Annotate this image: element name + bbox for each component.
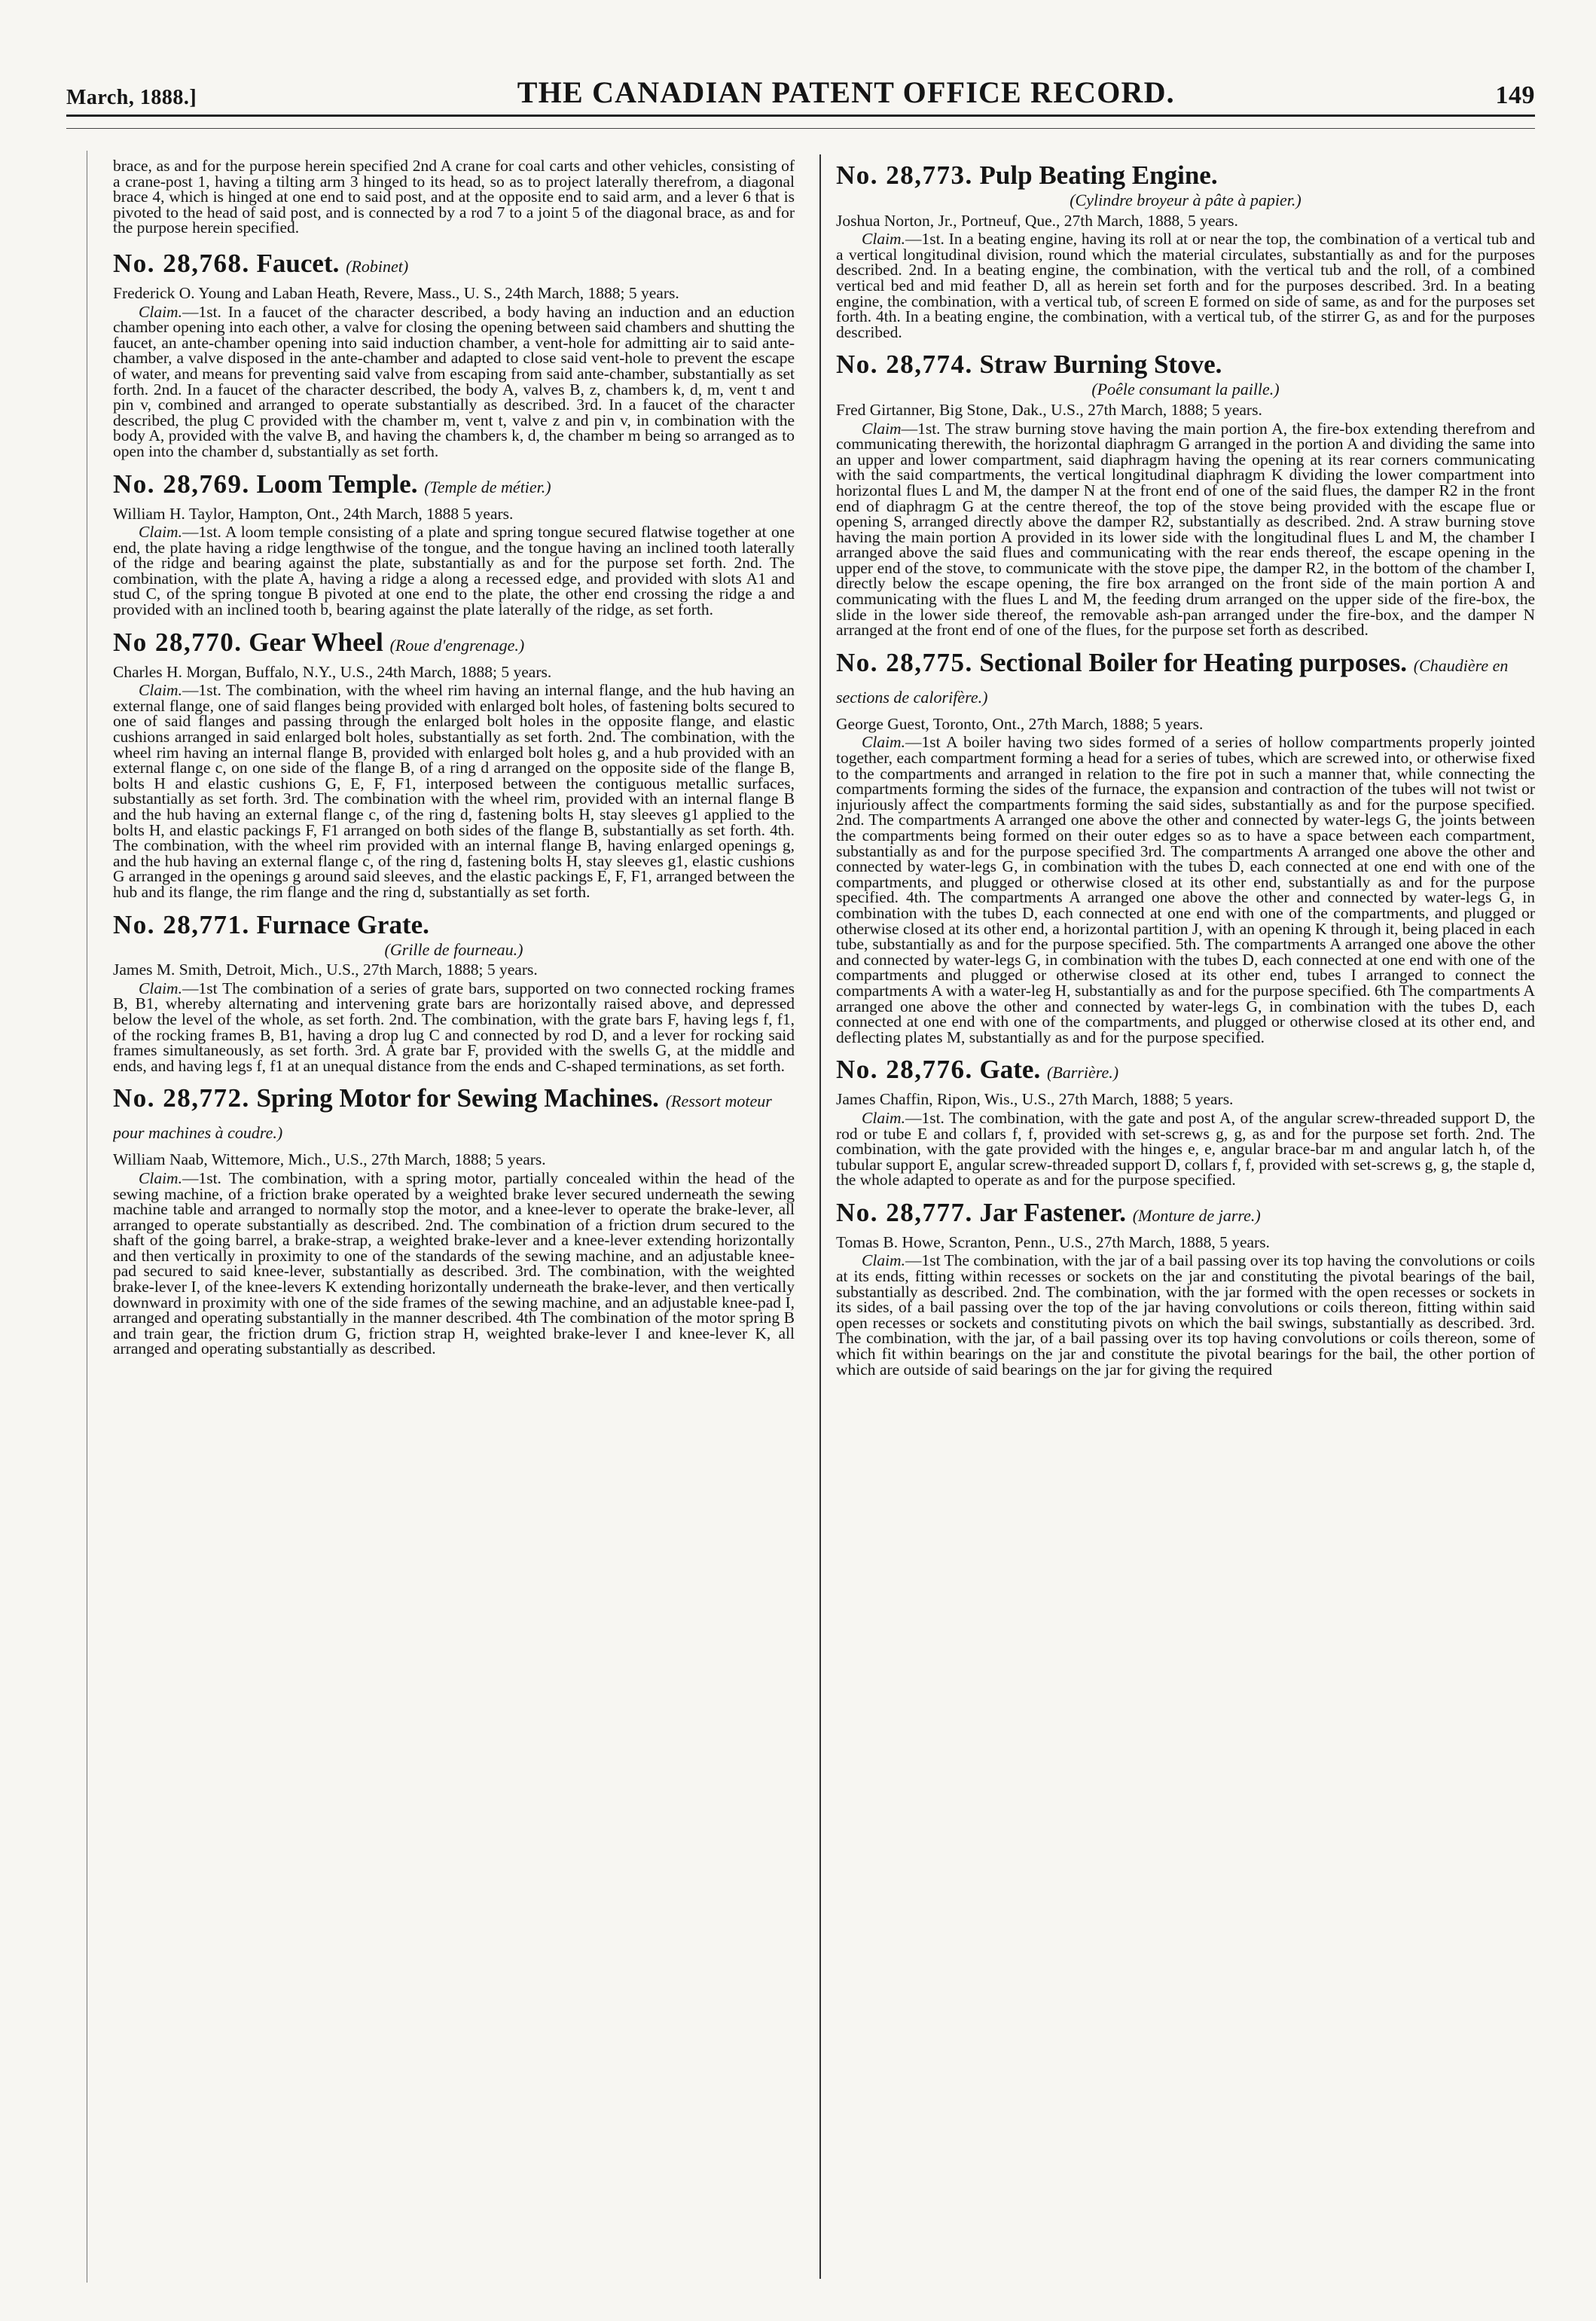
patent-claim bbox=[113, 524, 795, 618]
patent-title: Straw Burning Stove. bbox=[979, 350, 1222, 380]
claim-text: —1st. A loom temple consisting of a plate and spring tongue secured flatwise together at one end, the plate having a ridge lengthwise of the tongue, and the tongue having an inclined tooth laterally of the ridge and bearing against the plate, substantially as and for the purpose set forth. 2nd. The combination, with the plate A, having a ridge a along a recessed edge, and provided with slots A1 and stud C, of the spring tongue B pivoted at one end to the plate, the other end crossing the ridge a and provided with an inclined tooth b, bearing against the plate laterally of the ridge, as set forth. bbox=[113, 523, 795, 619]
patent-heading bbox=[836, 1199, 1535, 1230]
patent-french-title: (Grille de fourneau.) bbox=[384, 939, 523, 959]
patent-inventor: Charles H. Morgan, Buffalo, N.Y., U.S., 24th March, 1888; 5 years. bbox=[113, 662, 552, 681]
header-rule-thin bbox=[66, 128, 1535, 129]
patent-number: No. 28,776. bbox=[836, 1055, 973, 1085]
patent-claim bbox=[113, 1168, 795, 1358]
patent-inventor: Frederick O. Young and Laban Heath, Revere, Mass., U. S., 24th March, 1888; 5 years. bbox=[113, 283, 679, 302]
claim-label: Claim. bbox=[139, 681, 182, 700]
patent-title: Sectional Boiler for Heating purposes. bbox=[979, 647, 1407, 677]
patent-entry bbox=[113, 628, 795, 900]
claim-label: Claim. bbox=[862, 230, 905, 249]
patent-inventor: William Naab, Wittemore, Mich., U.S., 27th March, 1888; 5 years. bbox=[113, 1150, 546, 1169]
patent-inventor: Joshua Norton, Jr., Portneuf, Que., 27th March, 1888, 5 years. bbox=[836, 211, 1238, 230]
header-rule bbox=[66, 115, 1535, 117]
patent-entry bbox=[836, 649, 1535, 1045]
patent-heading bbox=[113, 911, 795, 939]
patent-number: No. 28,774. bbox=[836, 350, 973, 380]
claim-label: Claim. bbox=[139, 1168, 182, 1187]
claim-label: Claim bbox=[862, 419, 902, 438]
patent-claim bbox=[836, 1253, 1535, 1377]
claim-label: Claim. bbox=[139, 979, 182, 997]
patent-french-title: (Chaudière en sections de calorifère.) bbox=[836, 655, 1509, 707]
claim-text: —1st. The combination, with the gate and post A, of the angular screw-threaded support D, the rod or tube E and collars f, f, provided with set-screws g, g, as and for the purpose set forth. 2nd. The combination, with the gate provided with the hinges e, e, angular brace-bar m and angular latch h, of the tubular support E, angular screw-threaded support D, collars f, f, provided with set-screws g, g, the staple d, the whole adapted to operate as and for the purpose specified. bbox=[836, 1108, 1535, 1190]
patent-entry bbox=[113, 470, 795, 618]
patent-claim bbox=[836, 1110, 1535, 1188]
claim-text: —1st. The combination, with a spring motor, partially concealed within the head of the sewing machine, of a friction brake operated by a weighted brake lever secured underneath the sewing machine table and arranged to normally stop the motor, and a knee-lever to operate the brake-lever, all arranged to operate substantially as described. 2nd. The combination of a friction drum secured to the shaft of the going barrel, a brake-strap, a weighted brake-lever and a knee-lever extending horizontally and then vertically in proximity to one of the standards of the sewing machine, and an adjustable knee-pad secured to said knee-lever, substantially as described. 3rd. The combination, with the weighted brake-lever I, of the knee-levers K extending horizontally underneath the brake-lever, and then vertically downward in proximity with one of the side frames of the sewing machine, and an adjustable knee-pad I, arranged and operating substantially in the manner described. 4th The combination of the motor spring B and train gear, the friction drum G, friction strap H, weighted brake-lever I and knee-lever K, all arranged and operating substantially as described. bbox=[113, 1168, 795, 1358]
patent-claim bbox=[836, 421, 1535, 638]
patent-title: Gate. bbox=[979, 1055, 1041, 1085]
claim-text: —1st. The straw burning stove having the main portion A, the fire-box extending therefrom and communicating therewith, the horizontal diaphragm G arranged in the portion A and dividing the same into an upper and lower compartment, said diaphragm having the opening at its rear corners communicating with the said compartments, the vertical longitudinal diaphragm K dividing the lower compartment into horizontal flues L and M, the damper N at the front end of one of the said flues, the damper R2 in the front end of diaphragm G at the centre thereof, the top of the stove being provided with the escape flue or opening S, arranged directly above the damper R2, substantially as described. 2nd. A straw burning stove having the main portion A provided in its lower side with the longitudinal flues L and M, the chamber I arranged above the said flues and communicating with the rear ends thereof, the escape opening in the upper end of the stove, to communicate with the stove pipe, the damper R2, in the bottom of the chamber I, directly below the escape opening, the fire box arranged on the front side of the main portion A and communicating with the flues L and M, the feeding drum arranged on the upper side of the fire-box, the slide in the lower side thereof, the removable ash-pan arranged under the fire-box, and the damper N arranged at the front end of one of the flues, for the purpose set forth as described. bbox=[836, 419, 1535, 640]
patent-entry bbox=[113, 911, 795, 1074]
patent-number: No. 28,773. bbox=[836, 160, 973, 190]
patent-number: No. 28,771. bbox=[113, 909, 250, 939]
patent-claim bbox=[113, 304, 795, 460]
page-number: 149 bbox=[1495, 81, 1535, 109]
patent-french-title: (Barrière.) bbox=[1046, 1063, 1119, 1083]
patent-inventor: James M. Smith, Detroit, Mich., U.S., 27th March, 1888; 5 years. bbox=[113, 960, 538, 979]
patent-inventor: William H. Taylor, Hampton, Ont., 24th March, 1888 5 years. bbox=[113, 504, 514, 523]
claim-label: Claim. bbox=[862, 1108, 905, 1127]
patent-number: No. 28,768. bbox=[113, 248, 250, 278]
claim-text: —1st The combination of a series of grate bars, supported on two connected rocking frames B, B1, whereby alternating and intervening grate bars are horizontally raised above, and depressed below the level of the whole, as set forth. 2nd. The combination, with the grate bars F, having legs f, f1, of the rocking frames B, B1, having a drop lug C and connected by rod D, and a lever for rocking said frames simultaneously, as set forth. 3rd. A grate bar F, provided with the swells G, at the middle and ends, and having legs f, f1 at an unequal distance from the ends and C-shaped terminations, as set forth. bbox=[113, 979, 795, 1075]
patent-number: No. 28,769. bbox=[113, 469, 250, 499]
patent-heading bbox=[836, 350, 1535, 379]
patent-french-title: (Temple de métier.) bbox=[424, 477, 551, 496]
patent-claim bbox=[836, 231, 1535, 340]
patent-entry bbox=[113, 1084, 795, 1357]
patent-title: Faucet. bbox=[256, 248, 340, 278]
patent-heading bbox=[113, 470, 795, 502]
patent-entry bbox=[836, 1199, 1535, 1377]
continuation-text: brace, as and for the purpose herein specified 2nd A crane for coal carts and other vehicles, consisting of a crane-post 1, having a tilting arm 3 hinged to its head, so as to project laterally therefrom, a diagonal brace 4, which is hinged at one end to said post, and at the opposite end to said arm, and a lever 6 that is pivoted to the head of said post, and is connected by a rod 7 to a joint 5 of the diagonal brace, as and for the purpose herein specified. bbox=[113, 158, 795, 237]
patent-entry bbox=[836, 161, 1535, 340]
right-column bbox=[836, 158, 1535, 2283]
patent-title: Pulp Beating Engine. bbox=[979, 160, 1218, 190]
patent-number: No 28,770. bbox=[113, 627, 243, 657]
patent-inventor: Fred Girtanner, Big Stone, Dak., U.S., 27th March, 1888; 5 years. bbox=[836, 400, 1262, 419]
page-header bbox=[66, 72, 1535, 110]
claim-label: Claim. bbox=[862, 1251, 905, 1270]
patent-claim bbox=[836, 734, 1535, 1045]
patent-title: Jar Fastener. bbox=[979, 1197, 1126, 1227]
patent-french-title: (Roue d'engrenage.) bbox=[389, 635, 525, 655]
claim-text: —1st. In a beating engine, having its roll at or near the top, the combination of a vertical tub and a vertical longitudinal division, round which the material circulates, substantially as and for the purposes described. 2nd. In a beating engine, the combination, with the vertical tub and the roll, of a combined vertical bed and mid feather D, all as herein set forth and for the purposes described. 3rd. In a beating engine, the combination, with a vertical tub, of screen E formed on side of same, as and for the purposes set forth. 4th. In a beating engine, the combination, with a vertical tub, of the stirrer G, as and for the purposes described. bbox=[836, 230, 1535, 341]
claim-label: Claim. bbox=[862, 733, 905, 752]
patent-title: Loom Temple. bbox=[256, 469, 418, 499]
patent-heading bbox=[836, 1055, 1535, 1087]
patent-heading bbox=[113, 249, 795, 281]
patent-number: No. 28,772. bbox=[113, 1083, 250, 1113]
left-column bbox=[113, 158, 795, 2283]
patent-french-title: (Poêle consumant la paille.) bbox=[1091, 380, 1280, 399]
column-divider bbox=[819, 154, 821, 2279]
patent-title: Spring Motor for Sewing Machines. bbox=[256, 1083, 659, 1113]
patent-heading bbox=[113, 1084, 795, 1147]
patent-inventor: George Guest, Toronto, Ont., 27th March, 1888; 5 years. bbox=[836, 714, 1204, 733]
patent-french-title: (Monture de jarre.) bbox=[1132, 1205, 1261, 1225]
header-title: THE CANADIAN PATENT OFFICE RECORD. bbox=[517, 75, 1175, 109]
patent-heading bbox=[113, 628, 795, 660]
header-date: March, 1888.] bbox=[66, 86, 197, 109]
patent-number: No. 28,775. bbox=[836, 647, 973, 677]
patent-title: Gear Wheel bbox=[249, 627, 383, 657]
patent-number: No. 28,777. bbox=[836, 1197, 973, 1227]
patent-title: Furnace Grate. bbox=[256, 909, 429, 939]
claim-text: —1st. In a faucet of the character described, a body having an induction and an eduction chamber opening into each other, a valve for closing the opening between said chambers and shutting the faucet, an ante-chamber opening into said induction chamber, a vent-hole for admitting air to said ante-chamber, a valve disposed in the ante-chamber and adapted to close said vent-hole to prevent the escape of water, and means for preventing said valve from escaping from said ante-chamber, substantially as set forth. 2nd. In a faucet of the character described, the body A, valves B, z, chambers k, d, m, vent t and pin v, combined and arranged to operate substantially as described. 3rd. In a faucet of the character described, the plug C provided with the chamber m, vent t, valve z and pin v, in combination with the body A, provided with the valve B, and having the chambers k, d, the chamber m being so arranged as to open into the chamber d, substantially as set forth. bbox=[113, 302, 795, 460]
patent-entry bbox=[113, 249, 795, 460]
patent-heading bbox=[836, 161, 1535, 190]
patent-entry bbox=[836, 1055, 1535, 1188]
claim-text: —1st A boiler having two sides formed of a series of hollow compartments properly jointed together, each compartment forming a head for a series of tubes, which are screwed into, or otherwise fixed to the compartments and arranged in relation to the fire pot in such a manner that, while connecting the compartments forming the sides of the furnace, the expansion and contraction of the tubes will not twist or injuriously affect the compartments forming the said sides, substantially as and for the purpose specified. 2nd. The compartments A arranged one above the other and connected by water-legs G, the joints between the compartments being formed on their outer edges so as to have a space between each compartment, substantially as and for the purpose specified 3rd. The compartments A arranged one above the other and connected by water-legs G, in combination with the tubes D, each connected at one end with one of the compartments, and plugged or otherwise closed at its other end, substantially as and for the purpose specified. 4th. The compartments A arranged one above the other and connected by water-legs G, in combination with the tubes D, each connected at one end with one of the compartments, and plugged or otherwise closed at its other end, a horizontal partition J, with an opening K through it, being placed in each tube, substantially as and for the purpose specified. 5th. The compartments A arranged one above the other and connected by water-legs G, in combination with the tubes D, each connected at one end with one of the compartments and plugged or otherwise closed at its other end, tubes I arranged to connect the compartments A with a water-leg H, substantially as and for the purpose specified. 6th The compartments A arranged one above the other and connected by water-legs G, in combination with the tubes D, each connected at one end with one of the compartments, and plugged or otherwise closed at its other end, and deflecting plates M, substantially as and for the purpose specified. bbox=[836, 733, 1535, 1046]
patent-inventor: James Chaffin, Ripon, Wis., U.S., 27th March, 1888; 5 years. bbox=[836, 1090, 1234, 1109]
claim-label: Claim. bbox=[139, 302, 182, 321]
patent-french-title: (Cylindre broyeur à pâte à papier.) bbox=[1070, 191, 1302, 209]
patent-claim bbox=[113, 683, 795, 899]
claim-text: —1st The combination, with the jar of a bail passing over its top having the convolutions or coils at its ends, fitting within recesses or sockets on the jar and constituting the pivotal bearings of the bail, substantially as described. 2nd. The combination, with the jar formed with the open recesses or sockets in its sides, of a bail passing over the top of the jar having convolutions or coils thereon, fitting within said open recesses or sockets and constituting pivots on which the bail swings, substantially as described. 3rd. The combination, with the jar, of a bail passing over its top having convolutions or coils thereon, some of which fit within bearings on the jar and constitute the pivotal bearings for the bail, the other portion of which are outside of said bearings on the jar for giving the required bbox=[836, 1251, 1535, 1379]
patent-french-title: (Robinet) bbox=[346, 256, 409, 276]
claim-label: Claim. bbox=[139, 523, 182, 542]
patent-french-title: (Ressort moteur pour machines à coudre.) bbox=[113, 1092, 772, 1143]
patent-claim bbox=[113, 981, 795, 1074]
patent-inventor: Tomas B. Howe, Scranton, Penn., U.S., 27th March, 1888, 5 years. bbox=[836, 1232, 1270, 1251]
patent-heading bbox=[836, 649, 1535, 712]
claim-text: —1st. The combination, with the wheel rim having an internal flange, and the hub having an external flange, one of said flanges being provided with enlarged bolt holes, of fastening bolts secured to one of said flanges and passing through the enlarged bolt holes in the opposite flange, and elastic cushions arranged in said enlarged bolt holes, substantially as set forth. 2nd. The combination, with the wheel rim having an internal flange B, provided with enlarged bolt holes g, and a hub provided with an external flange c, on one side of the flange B, of a ring d arranged on the opposite side of the flange B, bolts H and elastic cushions G, E, F, F1, interposed between the contiguous metallic surfaces, substantially as set forth. 3rd. The combination with the wheel rim, provided with an internal flange B and the hub having an external flange c, of the ring d, fastening bolts H, stay sleeves g1 applied to the bolts H, and elastic packings F, F1 arranged on both sides of the flange B, substantially as set forth. 4th. The combination, with the wheel rim provided with an internal flange B, having enlarged openings g, and the hub having an external flange c, of the ring d, fastening bolts H, stay sleeves g1, elastic cushions G arranged in the openings g around said sleeves, and the elastic packings E, F, F1, arranged between the hub and its flange, the rim flange and the ring d, substantially as set forth. bbox=[113, 681, 795, 901]
patent-entry bbox=[836, 350, 1535, 638]
